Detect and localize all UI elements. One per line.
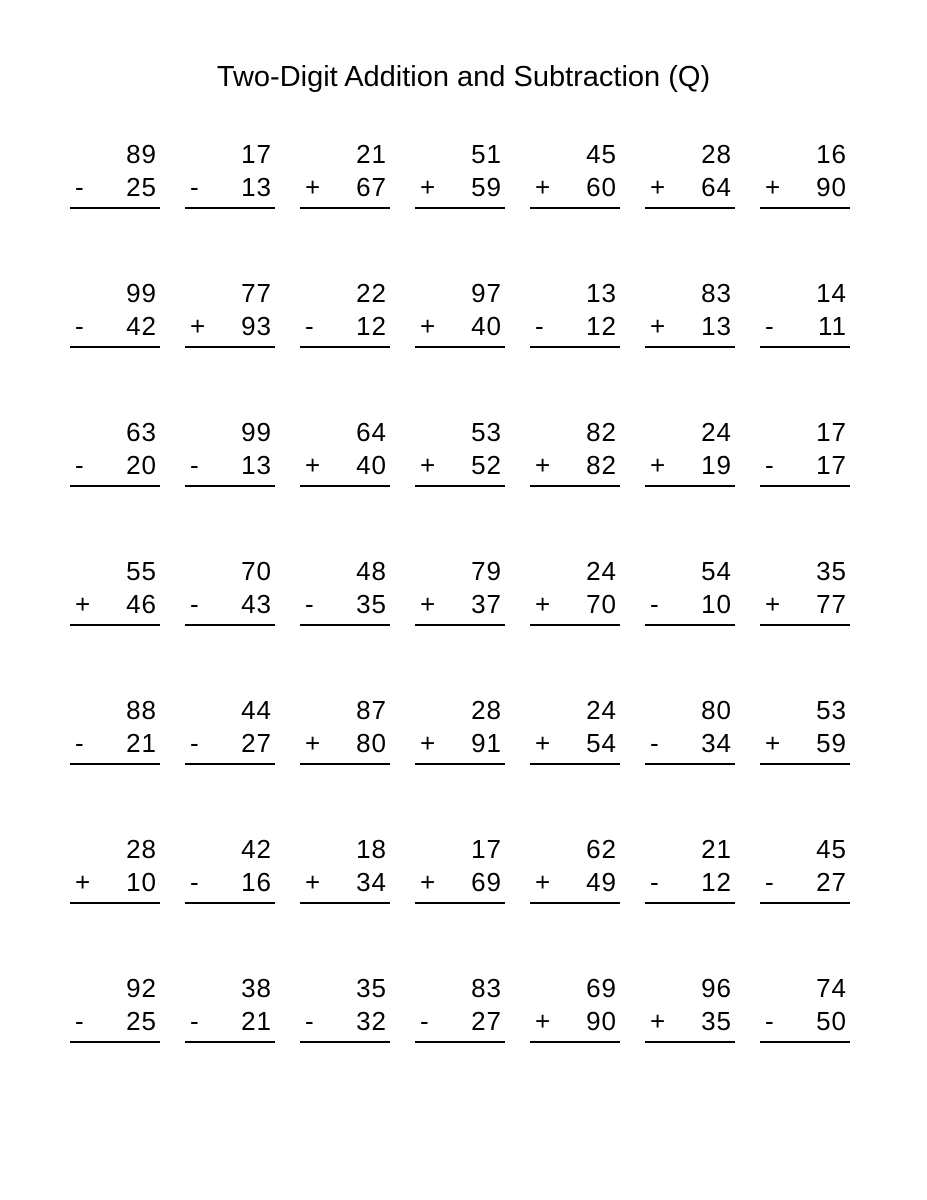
problems-grid [70, 138, 850, 1043]
problem-bottom-row [185, 866, 275, 899]
answer-line [300, 763, 390, 765]
operator-sign: + [75, 589, 91, 619]
problem-top-number: 82 [586, 417, 617, 447]
answer-line [645, 346, 735, 348]
problem-bottom-row [760, 449, 850, 482]
operator-sign: - [305, 1006, 314, 1036]
problem-cell [185, 138, 275, 209]
problem-top-number: 92 [126, 973, 157, 1003]
problem-top-number: 21 [356, 139, 387, 169]
problem-top-number: 28 [471, 695, 502, 725]
problem-bottom-number: 25 [126, 1006, 157, 1036]
problem-bottom-row [415, 449, 505, 482]
problem-bottom-row [530, 1005, 620, 1038]
problem-top-number: 28 [701, 139, 732, 169]
problem-cell [530, 972, 620, 1043]
operator-sign: - [650, 728, 659, 758]
operator-sign: - [190, 589, 199, 619]
problem-top-number: 53 [471, 417, 502, 447]
problem-top-number: 77 [241, 278, 272, 308]
problem-bottom-row [645, 866, 735, 899]
problem-cell [300, 277, 390, 348]
problem-bottom-number: 91 [471, 728, 502, 758]
problem-cell [70, 277, 160, 348]
operator-sign: + [650, 1006, 666, 1036]
problem-top-number: 80 [701, 695, 732, 725]
answer-line [760, 902, 850, 904]
answer-line [300, 902, 390, 904]
operator-sign: + [305, 867, 321, 897]
answer-line [530, 346, 620, 348]
problem-top-number: 13 [586, 278, 617, 308]
problem-bottom-number: 82 [586, 450, 617, 480]
problem-bottom-number: 93 [241, 311, 272, 341]
problem-cell [760, 277, 850, 348]
operator-sign: - [305, 311, 314, 341]
answer-line [70, 485, 160, 487]
problem-top-number: 96 [701, 973, 732, 1003]
operator-sign: + [535, 1006, 551, 1036]
problem-top-number: 51 [471, 139, 502, 169]
problem-cell [70, 416, 160, 487]
answer-line [760, 624, 850, 626]
operator-sign: - [765, 867, 774, 897]
answer-line [300, 207, 390, 209]
problem-top-number: 89 [126, 139, 157, 169]
problem-bottom-number: 90 [816, 172, 847, 202]
problem-bottom-number: 17 [816, 450, 847, 480]
problem-cell [70, 972, 160, 1043]
problem-cell [645, 138, 735, 209]
problem-bottom-row [645, 588, 735, 621]
problem-bottom-number: 25 [126, 172, 157, 202]
problem-bottom-row [530, 866, 620, 899]
problem-top-number: 87 [356, 695, 387, 725]
problem-bottom-number: 13 [241, 172, 272, 202]
problem-cell [415, 277, 505, 348]
operator-sign: + [765, 589, 781, 619]
answer-line [645, 624, 735, 626]
operator-sign: + [535, 172, 551, 202]
problem-cell [645, 833, 735, 904]
problem-bottom-row [300, 310, 390, 343]
problem-cell [760, 833, 850, 904]
operator-sign: + [650, 311, 666, 341]
problem-bottom-number: 40 [471, 311, 502, 341]
problem-cell [415, 555, 505, 626]
problem-top-number: 17 [471, 834, 502, 864]
answer-line [530, 207, 620, 209]
operator-sign: + [420, 867, 436, 897]
problem-bottom-number: 20 [126, 450, 157, 480]
answer-line [185, 207, 275, 209]
problem-bottom-number: 69 [471, 867, 502, 897]
problem-top-number: 97 [471, 278, 502, 308]
answer-line [415, 902, 505, 904]
problem-top-number: 54 [701, 556, 732, 586]
operator-sign: + [650, 172, 666, 202]
problem-top-number: 69 [586, 973, 617, 1003]
problem-cell [185, 833, 275, 904]
answer-line [185, 902, 275, 904]
problem-bottom-number: 70 [586, 589, 617, 619]
problem-bottom-row [760, 866, 850, 899]
problem-bottom-number: 32 [356, 1006, 387, 1036]
problem-bottom-number: 27 [241, 728, 272, 758]
problem-bottom-row [70, 866, 160, 899]
problem-top-number: 22 [356, 278, 387, 308]
operator-sign: + [765, 172, 781, 202]
operator-sign: + [535, 450, 551, 480]
problem-bottom-row [760, 727, 850, 760]
problem-bottom-number: 10 [701, 589, 732, 619]
problem-top-number: 74 [816, 973, 847, 1003]
problem-bottom-number: 13 [701, 311, 732, 341]
problem-cell [415, 416, 505, 487]
operator-sign: + [420, 450, 436, 480]
problem-top-number: 16 [816, 139, 847, 169]
operator-sign: + [420, 728, 436, 758]
answer-line [645, 207, 735, 209]
problem-cell [760, 555, 850, 626]
answer-line [530, 624, 620, 626]
problem-bottom-number: 13 [241, 450, 272, 480]
answer-line [70, 1041, 160, 1043]
operator-sign: + [765, 728, 781, 758]
problem-bottom-row [300, 727, 390, 760]
problem-cell [760, 416, 850, 487]
problem-top-number: 21 [701, 834, 732, 864]
answer-line [185, 485, 275, 487]
problem-cell [530, 555, 620, 626]
problem-bottom-number: 19 [701, 450, 732, 480]
problem-bottom-number: 77 [816, 589, 847, 619]
problem-top-number: 88 [126, 695, 157, 725]
problem-top-number: 42 [241, 834, 272, 864]
problem-bottom-row [185, 449, 275, 482]
answer-line [530, 902, 620, 904]
problem-cell [300, 694, 390, 765]
operator-sign: - [305, 589, 314, 619]
answer-line [645, 902, 735, 904]
problem-cell [645, 555, 735, 626]
problem-top-number: 83 [701, 278, 732, 308]
answer-line [530, 763, 620, 765]
answer-line [185, 346, 275, 348]
problem-top-number: 79 [471, 556, 502, 586]
problem-bottom-row [70, 449, 160, 482]
problem-cell [185, 277, 275, 348]
problem-bottom-number: 60 [586, 172, 617, 202]
operator-sign: - [190, 172, 199, 202]
answer-line [185, 624, 275, 626]
answer-line [415, 763, 505, 765]
problem-bottom-row [185, 1005, 275, 1038]
answer-line [70, 763, 160, 765]
problem-bottom-row [645, 310, 735, 343]
problem-bottom-row [185, 310, 275, 343]
problem-top-number: 55 [126, 556, 157, 586]
problem-top-number: 24 [701, 417, 732, 447]
problem-bottom-number: 80 [356, 728, 387, 758]
problem-top-number: 53 [816, 695, 847, 725]
worksheet-title: Two-Digit Addition and Subtraction (Q) [216, 61, 711, 93]
problem-top-number: 17 [241, 139, 272, 169]
operator-sign: - [75, 172, 84, 202]
problem-top-number: 99 [126, 278, 157, 308]
problem-bottom-row [760, 310, 850, 343]
problem-bottom-number: 27 [816, 867, 847, 897]
problem-top-number: 17 [816, 417, 847, 447]
problem-bottom-row [70, 727, 160, 760]
problem-cell [760, 694, 850, 765]
problem-bottom-row [530, 727, 620, 760]
problem-bottom-number: 50 [816, 1006, 847, 1036]
problem-cell [300, 833, 390, 904]
operator-sign: - [75, 1006, 84, 1036]
problem-cell [415, 972, 505, 1043]
problem-bottom-row [185, 727, 275, 760]
problem-bottom-number: 21 [241, 1006, 272, 1036]
problem-bottom-number: 59 [471, 172, 502, 202]
operator-sign: + [420, 172, 436, 202]
problem-bottom-number: 43 [241, 589, 272, 619]
answer-line [70, 346, 160, 348]
problem-bottom-number: 42 [126, 311, 157, 341]
problem-bottom-number: 34 [701, 728, 732, 758]
operator-sign: - [765, 311, 774, 341]
problem-cell [415, 138, 505, 209]
problem-bottom-number: 35 [701, 1006, 732, 1036]
problem-bottom-number: 90 [586, 1006, 617, 1036]
problem-top-number: 24 [586, 556, 617, 586]
answer-line [760, 207, 850, 209]
problem-bottom-number: 10 [126, 867, 157, 897]
operator-sign: + [535, 867, 551, 897]
problem-bottom-number: 64 [701, 172, 732, 202]
operator-sign: - [75, 311, 84, 341]
problem-bottom-number: 67 [356, 172, 387, 202]
problem-cell [185, 555, 275, 626]
problem-bottom-row [415, 866, 505, 899]
problem-cell [530, 833, 620, 904]
problem-cell [185, 972, 275, 1043]
problem-bottom-number: 35 [356, 589, 387, 619]
problem-top-number: 45 [586, 139, 617, 169]
problem-top-number: 64 [356, 417, 387, 447]
problem-cell [185, 416, 275, 487]
problem-bottom-row [645, 1005, 735, 1038]
problem-bottom-row [760, 588, 850, 621]
problem-top-number: 18 [356, 834, 387, 864]
operator-sign: - [535, 311, 544, 341]
problem-top-number: 14 [816, 278, 847, 308]
problem-bottom-row [760, 171, 850, 204]
problem-cell [530, 416, 620, 487]
problem-cell [70, 833, 160, 904]
problem-bottom-number: 16 [241, 867, 272, 897]
answer-line [300, 346, 390, 348]
answer-line [185, 1041, 275, 1043]
problem-bottom-row [645, 171, 735, 204]
problem-cell [70, 138, 160, 209]
problem-bottom-row [70, 1005, 160, 1038]
operator-sign: - [190, 867, 199, 897]
problem-top-number: 24 [586, 695, 617, 725]
problem-bottom-number: 12 [701, 867, 732, 897]
answer-line [415, 346, 505, 348]
problem-top-number: 63 [126, 417, 157, 447]
operator-sign: + [75, 867, 91, 897]
problem-bottom-number: 40 [356, 450, 387, 480]
problem-bottom-number: 34 [356, 867, 387, 897]
problem-bottom-row [70, 310, 160, 343]
problem-bottom-number: 27 [471, 1006, 502, 1036]
problem-bottom-row [415, 1005, 505, 1038]
problem-top-number: 48 [356, 556, 387, 586]
answer-line [645, 485, 735, 487]
problem-top-number: 99 [241, 417, 272, 447]
answer-line [530, 1041, 620, 1043]
problem-top-number: 28 [126, 834, 157, 864]
operator-sign: - [765, 1006, 774, 1036]
operator-sign: + [420, 311, 436, 341]
operator-sign: + [305, 728, 321, 758]
answer-line [70, 624, 160, 626]
problem-cell [760, 138, 850, 209]
problem-bottom-row [300, 449, 390, 482]
problem-cell [300, 555, 390, 626]
operator-sign: + [305, 450, 321, 480]
problem-top-number: 62 [586, 834, 617, 864]
problem-bottom-number: 37 [471, 589, 502, 619]
problem-bottom-row [300, 866, 390, 899]
problem-top-number: 45 [816, 834, 847, 864]
answer-line [760, 1041, 850, 1043]
problem-bottom-number: 21 [126, 728, 157, 758]
problem-cell [415, 694, 505, 765]
problem-cell [300, 138, 390, 209]
operator-sign: + [650, 450, 666, 480]
problem-bottom-number: 49 [586, 867, 617, 897]
problem-bottom-row [760, 1005, 850, 1038]
problem-bottom-number: 12 [586, 311, 617, 341]
operator-sign: + [420, 589, 436, 619]
problem-bottom-row [70, 588, 160, 621]
answer-line [760, 346, 850, 348]
problem-bottom-row [645, 727, 735, 760]
operator-sign: - [75, 728, 84, 758]
problem-cell [760, 972, 850, 1043]
answer-line [300, 1041, 390, 1043]
problem-bottom-row [415, 310, 505, 343]
problem-top-number: 70 [241, 556, 272, 586]
problem-cell [530, 277, 620, 348]
problem-bottom-row [530, 171, 620, 204]
answer-line [70, 902, 160, 904]
problem-bottom-row [530, 310, 620, 343]
problem-bottom-row [300, 171, 390, 204]
problem-cell [70, 694, 160, 765]
operator-sign: - [190, 1006, 199, 1036]
problem-bottom-row [185, 588, 275, 621]
answer-line [185, 763, 275, 765]
problem-cell [530, 694, 620, 765]
problem-cell [70, 555, 160, 626]
problem-cell [415, 833, 505, 904]
answer-line [530, 485, 620, 487]
problem-bottom-row [530, 588, 620, 621]
problem-cell [300, 416, 390, 487]
problem-top-number: 35 [816, 556, 847, 586]
problem-top-number: 35 [356, 973, 387, 1003]
problem-bottom-row [300, 588, 390, 621]
answer-line [415, 624, 505, 626]
problem-bottom-row [300, 1005, 390, 1038]
problem-bottom-number: 11 [818, 311, 847, 341]
problem-cell [645, 277, 735, 348]
problem-cell [185, 694, 275, 765]
answer-line [70, 207, 160, 209]
problem-top-number: 44 [241, 695, 272, 725]
problem-bottom-number: 12 [356, 311, 387, 341]
problem-bottom-row [415, 727, 505, 760]
problem-bottom-row [70, 171, 160, 204]
answer-line [760, 763, 850, 765]
operator-sign: - [190, 728, 199, 758]
answer-line [300, 485, 390, 487]
problem-top-number: 38 [241, 973, 272, 1003]
operator-sign: - [650, 867, 659, 897]
problem-bottom-row [185, 171, 275, 204]
problem-bottom-number: 46 [126, 589, 157, 619]
answer-line [645, 763, 735, 765]
problem-top-number: 83 [471, 973, 502, 1003]
problem-cell [645, 694, 735, 765]
answer-line [415, 207, 505, 209]
problem-bottom-number: 59 [816, 728, 847, 758]
operator-sign: + [190, 311, 206, 341]
answer-line [415, 1041, 505, 1043]
problem-bottom-number: 52 [471, 450, 502, 480]
problem-bottom-row [415, 588, 505, 621]
problem-bottom-row [415, 171, 505, 204]
problem-bottom-row [530, 449, 620, 482]
operator-sign: + [535, 728, 551, 758]
operator-sign: + [305, 172, 321, 202]
problem-cell [300, 972, 390, 1043]
answer-line [645, 1041, 735, 1043]
answer-line [760, 485, 850, 487]
problem-bottom-number: 54 [586, 728, 617, 758]
operator-sign: - [765, 450, 774, 480]
operator-sign: - [420, 1006, 429, 1036]
problem-cell [645, 972, 735, 1043]
answer-line [415, 485, 505, 487]
problem-cell [645, 416, 735, 487]
operator-sign: + [535, 589, 551, 619]
operator-sign: - [190, 450, 199, 480]
problem-bottom-row [645, 449, 735, 482]
operator-sign: - [75, 450, 84, 480]
answer-line [300, 624, 390, 626]
problem-cell [530, 138, 620, 209]
operator-sign: - [650, 589, 659, 619]
